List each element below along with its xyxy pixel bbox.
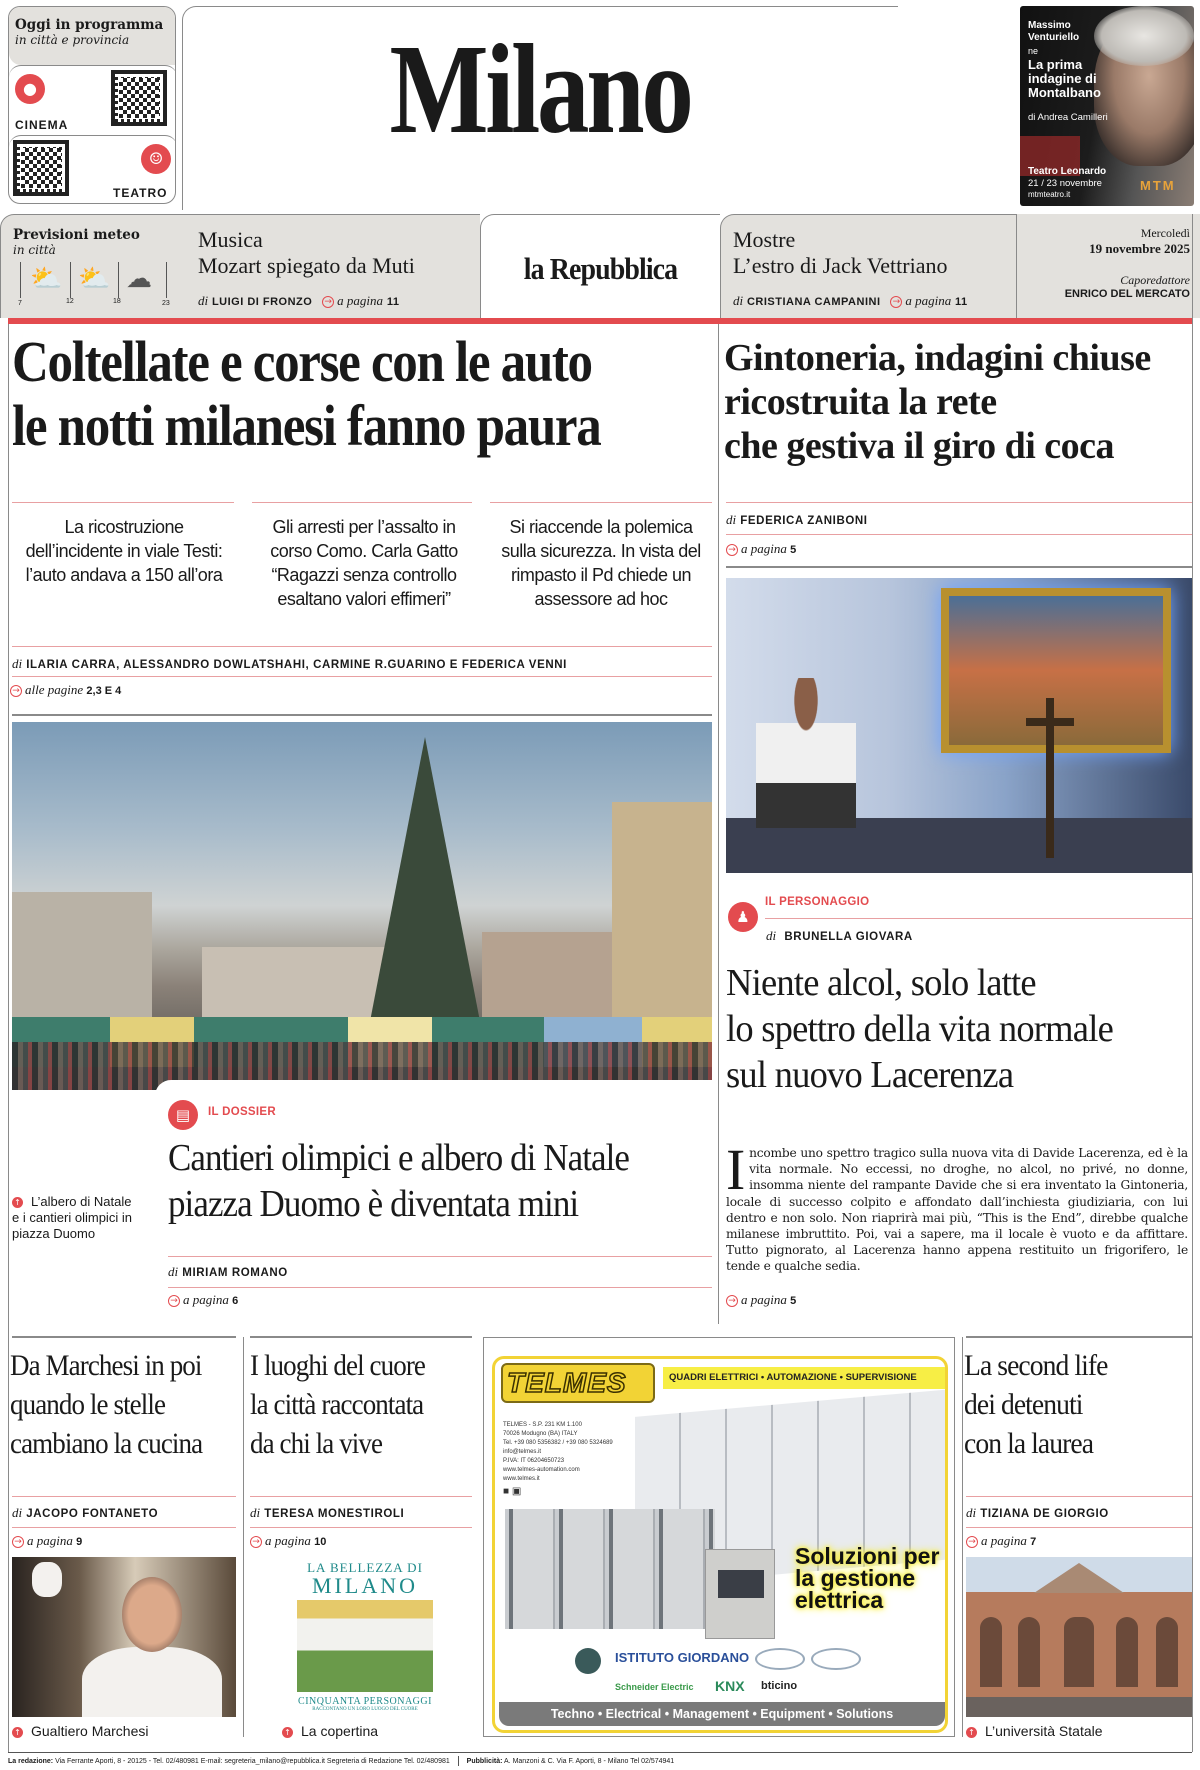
dossier-headline-line1: Cantieri olimpici e albero di Natale xyxy=(168,1137,630,1179)
musica-title: Mozart spiegato da Muti xyxy=(198,253,415,278)
detenuti-caption-text: L’università Statale xyxy=(985,1723,1103,1739)
dossier-author: MIRIAM ROMANO xyxy=(182,1267,288,1279)
rain-cloud-icon: ☁ xyxy=(126,264,152,294)
dossier-document-icon: ▤ xyxy=(168,1100,198,1130)
dossier-byline xyxy=(168,1264,288,1280)
page-prefix: a pagina xyxy=(981,1533,1027,1548)
photo-chef-coat xyxy=(82,1647,222,1717)
rule xyxy=(12,714,712,716)
social-icons xyxy=(503,1487,633,1496)
luoghi-headline-line1: I luoghi del cuore xyxy=(250,1349,425,1382)
rule xyxy=(12,502,234,503)
arrow-up-icon: ↑ xyxy=(966,1727,977,1738)
photo-building xyxy=(12,892,152,1022)
rule xyxy=(252,502,472,503)
mostre-author: CRISTIANA CAMPANINI xyxy=(746,296,881,308)
page-prefix: a pagina xyxy=(741,541,787,556)
marchesi-caption xyxy=(12,1723,149,1739)
photo-building xyxy=(202,947,392,1022)
lead-sub-3: Si riaccende la polemica sulla sicurezza. In vista del rimpasto il Pd chiede un assessore ad hoc xyxy=(501,517,701,609)
pubblicita-text: A. Manzoni & C. Via F. Aporti, 8 - Milano Tel 02/574941 xyxy=(504,1757,675,1765)
ad-control-box xyxy=(705,1549,775,1639)
luoghi-page: 10 xyxy=(314,1536,327,1548)
rule xyxy=(168,1287,712,1288)
by-prefix: di xyxy=(766,928,777,943)
ad-control-screen xyxy=(718,1570,764,1598)
instagram-icon: ▣ xyxy=(511,1486,522,1497)
by-prefix: di xyxy=(198,293,209,308)
personaggio-headline-line1: Niente alcol, solo latte xyxy=(726,962,1036,1004)
lead-headline-line2: le notti milanesi fanno paura xyxy=(12,393,601,458)
dossier-page-ref[interactable] xyxy=(168,1292,238,1308)
cert-badge-icon xyxy=(811,1648,861,1670)
rule xyxy=(726,502,1192,503)
arrow-right-icon: → xyxy=(10,685,22,697)
photo-universita-statale xyxy=(966,1557,1192,1717)
column-divider xyxy=(962,1337,963,1737)
rule xyxy=(726,566,1192,568)
photo-arch xyxy=(1064,1617,1094,1687)
personaggio-headline[interactable] xyxy=(726,960,1177,1098)
personaggio-tag: IL PERSONAGGIO xyxy=(765,896,870,908)
marchesi-headline-line1: Da Marchesi in poi xyxy=(10,1349,202,1382)
meteo-hour: 23 xyxy=(162,300,170,307)
partner-knx: KNX xyxy=(715,1678,745,1694)
rule xyxy=(490,502,712,503)
footer-divider xyxy=(458,1756,459,1766)
programma-header xyxy=(9,7,175,65)
cinema-qr-code[interactable] xyxy=(111,70,167,126)
lead-headline[interactable] xyxy=(12,330,628,458)
redazione-text: Via Ferrante Aporti, 8 - 20125 - Tel. 02/480981 E-mail: segreteria_milano@repubblica.it Segreteria di Redazione Tel. 02/480981 xyxy=(55,1757,450,1765)
photo-pediment xyxy=(1034,1563,1124,1593)
lead-byline xyxy=(12,656,567,672)
rule xyxy=(12,1336,236,1338)
photo-building xyxy=(482,932,612,1022)
arrow-right-icon: → xyxy=(890,296,902,308)
by-prefix: di xyxy=(966,1505,977,1520)
telmes-footer: Techno • Electrical • Management • Equipment • Solutions xyxy=(499,1702,945,1726)
cinema-label: CINEMA xyxy=(15,118,69,132)
gintoneria-byline xyxy=(726,512,868,528)
marchesi-caption-text: Gualtiero Marchesi xyxy=(31,1723,149,1739)
gintoneria-headline[interactable] xyxy=(724,336,1194,468)
page-prefix: a pagina xyxy=(741,1292,787,1307)
issue-date: 19 novembre 2025 xyxy=(1089,241,1190,256)
weekday: Mercoledì xyxy=(1140,226,1190,240)
lead-pages: 2,3 E 4 xyxy=(86,685,122,697)
luoghi-author: TERESA MONESTIROLI xyxy=(264,1508,405,1520)
mostre-page[interactable]: 11 xyxy=(955,296,968,308)
meteo-hour: 12 xyxy=(66,298,74,305)
photo-man xyxy=(756,678,856,828)
teatro-qr-code[interactable] xyxy=(13,140,69,196)
person-icon: ♟ xyxy=(728,902,758,932)
telmes-site-2: www.telmes.it xyxy=(503,1476,540,1482)
meteo-tick xyxy=(118,262,119,298)
lead-sub-1: La ricostruzione dell’incidente in viale Testi: l’auto andava a 150 all’ora xyxy=(25,517,223,585)
editor-role: Caporedattore xyxy=(1120,273,1190,287)
dossier-headline[interactable] xyxy=(168,1135,669,1227)
facebook-icon: ■ xyxy=(503,1486,510,1497)
programma-title: Oggi in programma xyxy=(15,17,164,33)
rule xyxy=(12,1527,236,1528)
luoghi-headline-line2: la città raccontata xyxy=(250,1388,424,1421)
lead-page-ref[interactable] xyxy=(10,682,121,698)
repubblica-logo: la Repubblica xyxy=(523,251,678,286)
dossier-tag: IL DOSSIER xyxy=(208,1106,276,1118)
marchesi-headline-line3: cambiano la cucina xyxy=(10,1427,203,1460)
arrow-up-icon: ↑ xyxy=(12,1727,23,1738)
detenuti-page: 7 xyxy=(1030,1536,1037,1548)
gintoneria-page: 5 xyxy=(790,544,797,556)
ad-mtm-logo: MTM xyxy=(1140,178,1176,193)
detenuti-author: TIZIANA DE GIORGIO xyxy=(980,1508,1109,1520)
page-prefix: a pagina xyxy=(183,1292,229,1307)
rule xyxy=(765,918,1192,919)
ad-dates: 21 / 23 novembre xyxy=(1028,178,1102,189)
rule xyxy=(966,1496,1192,1497)
detenuti-headline-line3: con la laurea xyxy=(964,1427,1094,1460)
rule xyxy=(250,1496,472,1497)
lead-headline-line1: Coltellate e corse con le auto xyxy=(12,329,592,394)
meteo-hour: 7 xyxy=(18,300,22,307)
telmes-phone: Tel. +39 080 5356382 / +39 080 5324689 xyxy=(503,1440,613,1446)
partner-giordano: ISTITUTO GIORDANO xyxy=(615,1650,750,1665)
mostre-box[interactable] xyxy=(720,214,1016,318)
photo-arch xyxy=(1156,1617,1178,1687)
musica-byline xyxy=(198,293,464,309)
photo-ground xyxy=(966,1697,1192,1717)
personaggio-page: 5 xyxy=(790,1295,797,1307)
meteo-hour: 18 xyxy=(113,298,121,305)
teatro-label: TEATRO xyxy=(113,186,168,200)
ad-telmes[interactable] xyxy=(483,1337,955,1737)
partly-cloudy-icon: ⛅ xyxy=(78,264,111,294)
photo-arch xyxy=(980,1617,1002,1687)
luoghi-caption-text: La copertina xyxy=(301,1723,379,1739)
personaggio-page-ref[interactable] xyxy=(726,1292,796,1308)
mostre-byline xyxy=(733,293,1004,309)
ad-site: mtmteatro.it xyxy=(1028,190,1071,199)
column-divider xyxy=(718,324,719,1324)
arrow-right-icon: → xyxy=(966,1536,978,1548)
telmes-address xyxy=(503,1421,633,1496)
partly-cloudy-icon: ⛅ xyxy=(30,264,63,294)
page-prefix: a pagina xyxy=(27,1533,73,1548)
telmes-address-2: 70026 Modugno (BA) ITALY xyxy=(503,1431,578,1437)
rule xyxy=(12,676,712,677)
detenuti-page-ref[interactable] xyxy=(966,1533,1036,1549)
programma-subtitle: in città e provincia xyxy=(15,33,130,47)
gintoneria-headline-line2: ricostruita la rete xyxy=(724,381,997,423)
ad-venue: Teatro Leonardo xyxy=(1028,166,1107,177)
luoghi-caption xyxy=(282,1723,378,1739)
film-reel-icon: ● xyxy=(15,74,45,104)
photo-arch xyxy=(1018,1617,1040,1687)
dossier-page: 6 xyxy=(232,1295,239,1307)
book-title-2: MILANO xyxy=(312,1573,418,1598)
partner-schneider: Schneider Electric xyxy=(615,1682,694,1692)
teatro-cell[interactable] xyxy=(9,135,176,204)
personaggio-author: BRUNELLA GIOVARA xyxy=(784,931,913,943)
detenuti-headline[interactable] xyxy=(964,1346,1107,1463)
telmes-piva: P.IVA: IT 06204650723 xyxy=(503,1458,565,1464)
arrow-right-icon: → xyxy=(726,544,738,556)
by-prefix: di xyxy=(12,1505,23,1520)
page-prefix: a pagina xyxy=(905,293,952,308)
musica-box[interactable] xyxy=(182,214,480,318)
luoghi-headline[interactable] xyxy=(250,1346,425,1463)
personaggio-byline xyxy=(766,928,913,944)
dropcap: I xyxy=(726,1137,746,1202)
photo-lacerenza xyxy=(726,578,1192,873)
detenuti-headline-line1: La second life xyxy=(964,1349,1108,1382)
mostre-section: Mostre xyxy=(733,227,796,252)
meteo-title: Previsioni meteo xyxy=(13,227,140,243)
mostre-title: L’estro di Jack Vettriano xyxy=(733,253,948,278)
arrow-right-icon: → xyxy=(322,296,334,308)
luoghi-byline xyxy=(250,1505,404,1521)
by-prefix: di xyxy=(168,1264,179,1279)
certification-seal-icon xyxy=(575,1648,601,1674)
column-divider xyxy=(243,1337,244,1737)
telmes-email: info@telmes.it xyxy=(503,1449,542,1455)
detenuti-byline xyxy=(966,1505,1109,1521)
book-cover-photo xyxy=(297,1600,433,1692)
redazione-label: La redazione: xyxy=(8,1757,54,1765)
page-footer xyxy=(8,1752,1192,1766)
programma-box xyxy=(8,6,176,204)
arrow-up-icon: ↑ xyxy=(12,1197,23,1208)
telmes-address-1: TELMES - S.P. 231 KM 1.100 xyxy=(503,1422,582,1428)
photo-christmas-tree xyxy=(367,737,483,1037)
gintoneria-page-ref[interactable] xyxy=(726,541,796,557)
personaggio-body xyxy=(726,1137,1188,1275)
rule xyxy=(250,1336,472,1338)
detenuti-caption xyxy=(966,1723,1103,1739)
gintoneria-author: FEDERICA ZANIBONI xyxy=(740,515,868,527)
book-cover xyxy=(286,1556,444,1718)
arrow-right-icon: → xyxy=(726,1295,738,1307)
partner-logos xyxy=(575,1644,895,1704)
musica-section: Musica xyxy=(198,227,263,252)
lead-authors: ILARIA CARRA, ALESSANDRO DOWLATSHAHI, CARMINE R.GUARINO E FEDERICA VENNI xyxy=(26,659,567,671)
by-prefix: di xyxy=(733,293,744,308)
by-prefix: di xyxy=(250,1505,261,1520)
luoghi-page-ref[interactable] xyxy=(250,1533,326,1549)
dossier-headline-line2: piazza Duomo è diventata mini xyxy=(168,1183,579,1225)
marchesi-byline xyxy=(12,1505,158,1521)
ad-show-title: La prima indagine di Montalbano xyxy=(1028,57,1101,100)
date-box xyxy=(1016,214,1200,318)
theater-mask-icon: ☺ xyxy=(141,144,171,174)
red-divider xyxy=(8,318,1192,324)
meteo-tick xyxy=(70,262,71,298)
book-subtitle-2: RACCONTANO UN LORO LUOGO DEL CUORE xyxy=(312,1707,418,1712)
pubblicita-label: Pubblicità: xyxy=(466,1757,503,1765)
rule xyxy=(966,1527,1192,1528)
rule xyxy=(250,1527,472,1528)
photo-chef-face xyxy=(122,1577,182,1652)
arrow-up-icon: ↑ xyxy=(282,1727,293,1738)
luoghi-headline-line3: da chi la vive xyxy=(250,1427,383,1460)
musica-page[interactable]: 11 xyxy=(386,296,400,308)
book-title-1: LA BELLEZZA DI xyxy=(307,1560,423,1575)
masthead-title: Milano xyxy=(389,18,691,160)
gintoneria-headline-line3: che gestiva il giro di coca xyxy=(724,425,1115,467)
meteo-tick xyxy=(166,262,167,298)
gintoneria-headline-line1: Gintoneria, indagini chiuse xyxy=(724,337,1151,379)
photo-crucifix-bar xyxy=(1026,718,1074,726)
arrow-right-icon: → xyxy=(168,1295,180,1307)
ad-ne: ne xyxy=(1028,46,1039,56)
arrow-right-icon: → xyxy=(12,1536,24,1548)
page-prefix: a pagina xyxy=(337,293,384,308)
personaggio-body-text: ncombe uno spettro tragico sulla nuova vita di Davide Lacerenza, ed è la vita normale. No eccessi, no droghe, no alcol, no privé, no donne, insomma niente del rampante Davide che si era inventato la Gintoneria, locale di successo colpito e affondato dall’inchiesta giudiziaria, con lui dentro e non solo. Non riaprirà mai più, “This is the End”, direbbe qualche milanese imbruttito. Poi, vai a sapere, ma il locale è vuoto e da affittare. Tutto pignorato, al Lacerenza hanno appena restituito un frigorifero, le tende e qualche sedia. xyxy=(726,1146,1188,1274)
ad-telmes-frame xyxy=(492,1356,948,1733)
photo-building xyxy=(612,802,712,1022)
rule xyxy=(12,1496,236,1497)
frame-left xyxy=(8,324,9,1752)
personaggio-headline-line3: sul nuovo Lacerenza xyxy=(726,1054,1014,1096)
marchesi-headline-line2: quando le stelle xyxy=(10,1388,166,1421)
ad-author: di Andrea Camilleri xyxy=(1028,112,1108,123)
photo-chef-hat xyxy=(32,1562,62,1597)
editor-name: ENRICO DEL MERCATO xyxy=(1064,288,1190,300)
telmes-slogan: Soluzioni per la gestione elettrica xyxy=(795,1543,940,1613)
partner-bticino: bticino xyxy=(761,1680,798,1692)
telmes-tagline: QUADRI ELETTRICI • AUTOMAZIONE • SUPERVISIONE xyxy=(663,1367,948,1389)
ad-open-cabinets xyxy=(505,1509,715,1629)
marchesi-author: JACOPO FONTANETO xyxy=(26,1508,159,1520)
repubblica-box xyxy=(480,214,720,318)
photo-arch xyxy=(1116,1617,1138,1687)
dossier-caption-text: L’albero di Natale e i cantieri olimpici in piazza Duomo xyxy=(12,1194,132,1241)
dossier-photo-caption xyxy=(12,1194,132,1242)
dossier-card-top xyxy=(155,1080,712,1100)
marchesi-page: 9 xyxy=(76,1536,83,1548)
rule xyxy=(726,534,1192,535)
photo-gualtiero-marchesi xyxy=(12,1557,236,1717)
arrow-right-icon: → xyxy=(250,1536,262,1548)
cinema-cell[interactable] xyxy=(9,65,176,135)
detenuti-headline-line2: dei detenuti xyxy=(964,1388,1083,1421)
page-prefix: a pagina xyxy=(265,1533,311,1548)
marchesi-page-ref[interactable] xyxy=(12,1533,82,1549)
book-subtitle-1: CINQUANTA PERSONAGGI xyxy=(298,1696,432,1707)
personaggio-headline-line2: lo spettro della vita normale xyxy=(726,1008,1113,1050)
telmes-site-1: www.telmes-automation.com xyxy=(503,1467,580,1473)
ad-portrait-hair xyxy=(1094,6,1194,66)
telmes-logo: TELMES xyxy=(501,1363,655,1403)
photo-tv-frame xyxy=(941,588,1171,753)
musica-author: LUIGI DI FRONZO xyxy=(211,296,313,308)
lead-sub-2: Gli arresti per l’assalto in corso Como. Carla Gatto “Ragazzi senza controllo esaltano valori effimeri” xyxy=(270,517,458,609)
rule xyxy=(12,646,712,647)
meteo-subtitle: in città xyxy=(13,243,56,257)
photo-piazza-duomo xyxy=(12,722,712,1090)
page-prefix: alle pagine xyxy=(25,682,84,697)
ad-actor: Massimo Venturiello xyxy=(1028,20,1080,43)
by-prefix: di xyxy=(726,512,737,527)
rule xyxy=(168,1256,712,1257)
ad-montalbano[interactable] xyxy=(1020,6,1194,206)
meteo-tick xyxy=(20,262,21,298)
marchesi-headline[interactable] xyxy=(10,1346,202,1463)
rule xyxy=(966,1336,1192,1338)
by-prefix: di xyxy=(12,656,23,671)
cert-badge-icon xyxy=(755,1648,805,1670)
